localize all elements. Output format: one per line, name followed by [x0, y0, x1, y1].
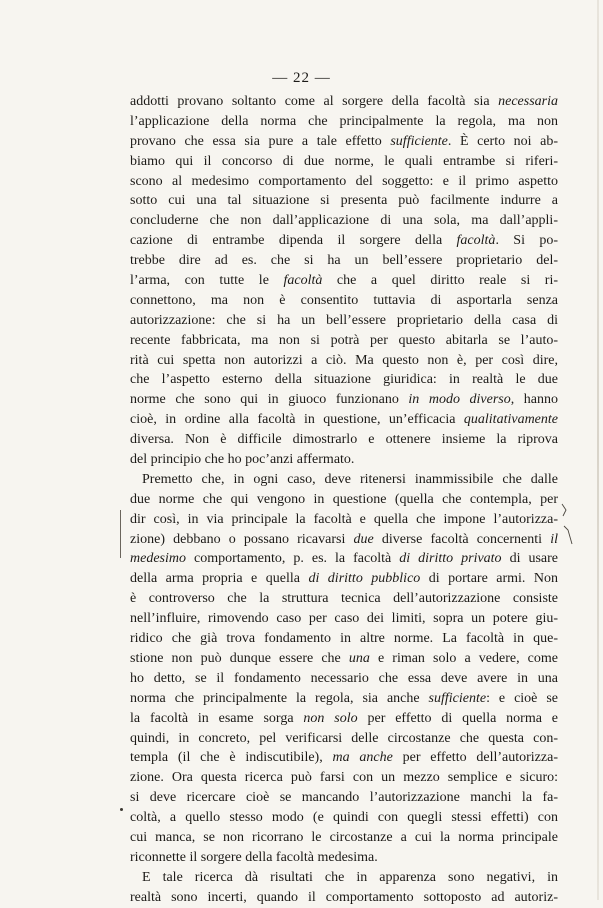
text-run: Premetto che, in ogni caso, deve ritenersi inammissibile che dalle [142, 471, 558, 487]
text-run: diversa. Non è difficile dimostrarlo e ottenere insieme la riprova [130, 432, 558, 448]
text-line [130, 748, 558, 768]
page-edge [597, 0, 599, 900]
text-run: che l’aspetto esterno della situazione giuridica: in realtà le due [130, 372, 558, 388]
text-line [130, 609, 558, 629]
text-line [130, 808, 558, 828]
italic-text: facoltà [283, 273, 323, 289]
italic-text: qualitativamente [463, 412, 558, 428]
text-run: di usare [501, 551, 558, 567]
text-run: che a quel diritto reale si ri- [322, 273, 559, 289]
text-line [130, 649, 558, 669]
text-run: dir così, in via principale la facoltà e quella che impone l’autorizza- [130, 511, 558, 527]
text-run: stione non può dunque essere che [130, 650, 349, 666]
text-run: per effetto di quella norma e [357, 710, 558, 726]
text-run: diverse facoltà concernenti [373, 531, 551, 547]
text-run: addotti provano soltanto come al sorgere della facoltà sia [130, 94, 499, 109]
text-line [130, 351, 558, 371]
text-line [130, 510, 558, 530]
text-line [130, 689, 558, 709]
page-number: — 22 — [272, 70, 331, 86]
text-run: scono al medesimo comportamento del soggetto: e il primo aspetto [130, 173, 558, 189]
text-run: . È certo noi ab- [447, 133, 558, 149]
text-run: due norme che qui vengono in questione (quella che contempla, per [130, 491, 558, 507]
text-run: zione. Ora questa ricerca può farsi con un mezzo semplice e sicuro: [130, 770, 558, 786]
text-line [130, 291, 558, 311]
text-line [130, 530, 558, 550]
text-run: e riman solo a vedere, come [369, 650, 558, 666]
text-line [130, 92, 558, 112]
italic-text: una [348, 650, 370, 666]
text-run: l’applicazione della norma che principalmente la regola, ma non [130, 113, 558, 129]
text-run: sotto cui una tal situazione si presenta può facilmente indurre a [130, 193, 558, 209]
text-line [130, 152, 558, 172]
text-run: è controverso che la struttura tecnica dell’autorizzazione consiste [130, 591, 558, 607]
text-line [130, 132, 558, 152]
text-line [130, 709, 558, 729]
text-run: si deve ricercare cioè se mancando l’autorizzazione manchi la fa- [130, 790, 558, 806]
text-run: norme che sono qui in giuoco funzionano [130, 392, 409, 408]
text-run: connettono, ma non è consentito tuttavia di asportarla senza [130, 292, 558, 308]
text-run: templa (il che è indiscutibile), [130, 750, 333, 766]
italic-text: sufficiente [428, 690, 487, 706]
text-line [130, 370, 558, 390]
text-line [130, 311, 558, 331]
text-run: ho detto, se il fondamento necessario che essa deve avere in una [130, 670, 558, 686]
text-run: biamo qui il concorso di due norme, le quali entrambe si riferi- [130, 153, 558, 169]
text-line [130, 848, 558, 868]
text-line [130, 211, 558, 231]
text-line [130, 231, 558, 251]
text-line [130, 470, 558, 490]
italic-text: il [550, 531, 558, 547]
body-text [130, 92, 558, 908]
text-run: comportamento, p. es. la facoltà [186, 551, 400, 567]
italic-text: necessaria [498, 94, 558, 109]
italic-text: non solo [303, 710, 358, 726]
text-run: per effetto dell’autorizza- [392, 750, 558, 766]
text-run: rità cui spetta non autorizzi a ciò. Ma questo non è, per così dire, [130, 352, 558, 368]
text-line [130, 490, 558, 510]
text-run: : e cioè se [486, 690, 558, 706]
italic-text: in modo diverso [408, 392, 511, 408]
text-line [130, 191, 558, 211]
text-line [130, 251, 558, 271]
text-line [130, 629, 558, 649]
text-line [130, 788, 558, 808]
text-run: norma che principalmente la regola, sia anche [130, 690, 429, 706]
text-line [130, 271, 558, 291]
text-line [130, 868, 558, 888]
text-run: della arma propria e quella [130, 571, 309, 587]
text-line [130, 112, 558, 132]
stray-pen-mark [560, 500, 574, 548]
text-run: zione) debbano o possano ricavarsi [130, 531, 354, 547]
italic-text: di diritto privato [399, 551, 502, 567]
text-run: quindi, in concreto, pel verificarsi delle circostanze che questa con- [130, 730, 558, 746]
text-run: del principio che ho poc’anzi affermato. [130, 452, 355, 468]
margin-mark [120, 510, 124, 558]
italic-text: di diritto pubblico [308, 571, 421, 587]
text-run: la facoltà in esame sorga [130, 710, 304, 726]
text-line [130, 729, 558, 749]
text-line [130, 669, 558, 689]
text-run: cioè, in ordine alla facoltà in questione, un’efficacia [130, 412, 464, 428]
margin-dot [120, 808, 123, 811]
text-line [130, 888, 558, 908]
text-run: nell’influire, rimovendo caso per caso dei limiti, sopra un potere giu- [130, 611, 558, 627]
text-run: E tale ricerca dà risultati che in apparenza sono negativi, in [142, 869, 558, 885]
text-line [130, 549, 558, 569]
italic-text: facoltà [456, 233, 496, 249]
text-run: , hanno [510, 392, 558, 408]
text-run: ridico che già trova fondamento in altre norme. La facoltà in que- [130, 631, 558, 647]
italic-text: medesimo [130, 551, 186, 567]
text-line [130, 450, 558, 470]
text-line [130, 589, 558, 609]
text-line [130, 390, 558, 410]
text-line [130, 331, 558, 351]
text-run: cazione di entrambe dipenda il sorgere della [130, 233, 457, 249]
text-run: autorizzazione: che si ha un bell’essere proprietario della casa di [130, 312, 558, 328]
text-run: coltà, a quello stesso modo (e quindi con quegli stessi effetti) con [130, 810, 558, 826]
text-run: realtà sono incerti, quando il comportamento sottoposto ad autoriz- [130, 889, 558, 905]
text-run: provano che essa sia pure a tale effetto [130, 133, 391, 149]
text-run: l’arma, con tutte le [130, 273, 284, 289]
text-line [130, 430, 558, 450]
italic-text: due [353, 531, 374, 547]
text-run: riconnette il sorgere della facoltà medesima. [130, 849, 378, 865]
text-line [130, 768, 558, 788]
text-run: cui manca, se non ricorrano le circostanze a cui la norma principale [130, 829, 558, 845]
text-line [130, 172, 558, 192]
italic-text: ma anche [332, 750, 393, 766]
text-line [130, 410, 558, 430]
text-line [130, 828, 558, 848]
text-run: . Si po- [495, 233, 559, 249]
text-run: recente fabbricata, ma non si potrà per questo abitarla se l’auto- [130, 332, 558, 348]
text-run: trebbe dire ad es. che si ha un bell’essere proprietario del- [130, 253, 558, 269]
text-run: concluderne che non dall’applicazione di una sola, ma dall’appli- [130, 213, 558, 229]
text-run: di portare armi. Non [420, 571, 559, 587]
italic-text: sufficiente [390, 133, 448, 149]
text-line [130, 569, 558, 589]
